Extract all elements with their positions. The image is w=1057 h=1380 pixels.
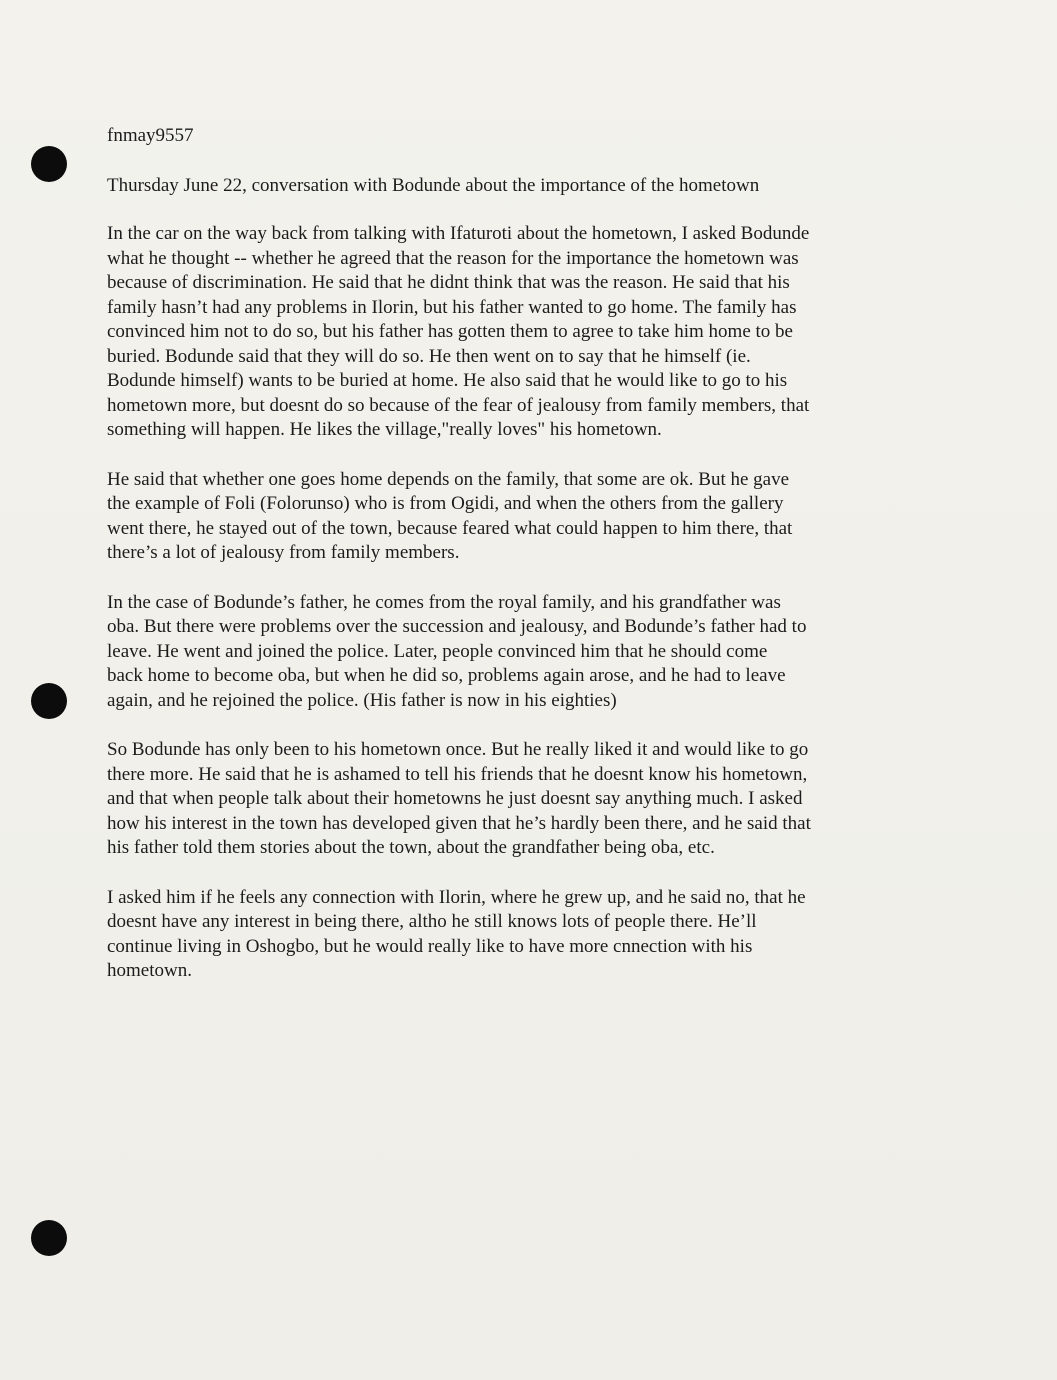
- paragraph-3: [107, 591, 927, 714]
- text-line: hometown more, but doesnt do so because of the fear of jealousy from family members, that: [107, 394, 810, 416]
- text-line: oba. But there were problems over the succession and jealousy, and Bodunde’s father had to: [107, 616, 807, 637]
- text-line: back home to become oba, but when he did so, problems again arose, and he had to leave: [107, 665, 786, 686]
- text-line: again, and he rejoined the police. (His father is now in his eighties): [107, 689, 617, 711]
- text-line: continue living in Oshogbo, but he would really like to have more cnnection with his: [107, 935, 753, 957]
- paragraph-5: [107, 886, 927, 984]
- text-line: convinced him not to do so, but his father has gotten them to agree to take him home to be: [107, 321, 793, 342]
- text-line: because of discrimination. He said that he didnt think that was the reason. He said that his: [107, 272, 790, 293]
- text-line: He said that whether one goes home depends on the family, that some are ok. But he gave: [107, 468, 790, 490]
- text-line: there more. He said that he is ashamed to tell his friends that he doesnt know his hometown,: [107, 763, 808, 785]
- paragraph-4: [107, 738, 927, 861]
- text-line: something will happen. He likes the village,"really loves" his hometown.: [107, 419, 662, 440]
- text-line: how his interest in the town has developed given that he’s hardly been there, and he said that: [107, 812, 811, 834]
- text-line: and that when people talk about their hometowns he just doesnt say anything much. I asked: [107, 788, 803, 809]
- text-line: doesnt have any interest in being there, altho he still knows lots of people there. He’ll: [107, 911, 757, 932]
- document-body: [107, 222, 927, 1009]
- document-id: fnmay9557: [107, 125, 194, 146]
- text-line: I asked him if he feels any connection with Ilorin, where he grew up, and he said no, that he: [107, 886, 806, 908]
- paragraph-1: [107, 222, 927, 443]
- text-line: his father told them stories about the town, about the grandfather being oba, etc.: [107, 837, 715, 858]
- punch-hole-middle: [31, 683, 67, 719]
- text-line: hometown.: [107, 960, 192, 981]
- text-line: family hasn’t had any problems in Ilorin, but his father wanted to go home. The family has: [107, 296, 797, 318]
- text-line: went there, he stayed out of the town, because feared what could happen to him there, that: [107, 517, 793, 539]
- text-line: leave. He went and joined the police. Later, people convinced him that he should come: [107, 640, 768, 662]
- punch-hole-top: [31, 146, 67, 182]
- text-line: the example of Foli (Folorunso) who is from Ogidi, and when the others from the gallery: [107, 493, 784, 514]
- text-line: there’s a lot of jealousy from family members.: [107, 542, 460, 563]
- paragraph-2: [107, 468, 927, 566]
- text-line: what he thought -- whether he agreed that the reason for the importance the hometown was: [107, 247, 799, 269]
- text-line: In the case of Bodunde’s father, he comes from the royal family, and his grandfather was: [107, 591, 781, 613]
- text-line: buried. Bodunde said that they will do so. He then went on to say that he himself (ie.: [107, 345, 751, 367]
- text-line: Bodunde himself) wants to be buried at home. He also said that he would like to go to his: [107, 370, 788, 391]
- text-line: In the car on the way back from talking with Ifaturoti about the hometown, I asked Bodunde: [107, 223, 810, 244]
- text-line: So Bodunde has only been to his hometown once. But he really liked it and would like to go: [107, 739, 809, 760]
- punch-hole-bottom: [31, 1220, 67, 1256]
- document-heading: Thursday June 22, conversation with Bodunde about the importance of the hometown: [107, 175, 760, 196]
